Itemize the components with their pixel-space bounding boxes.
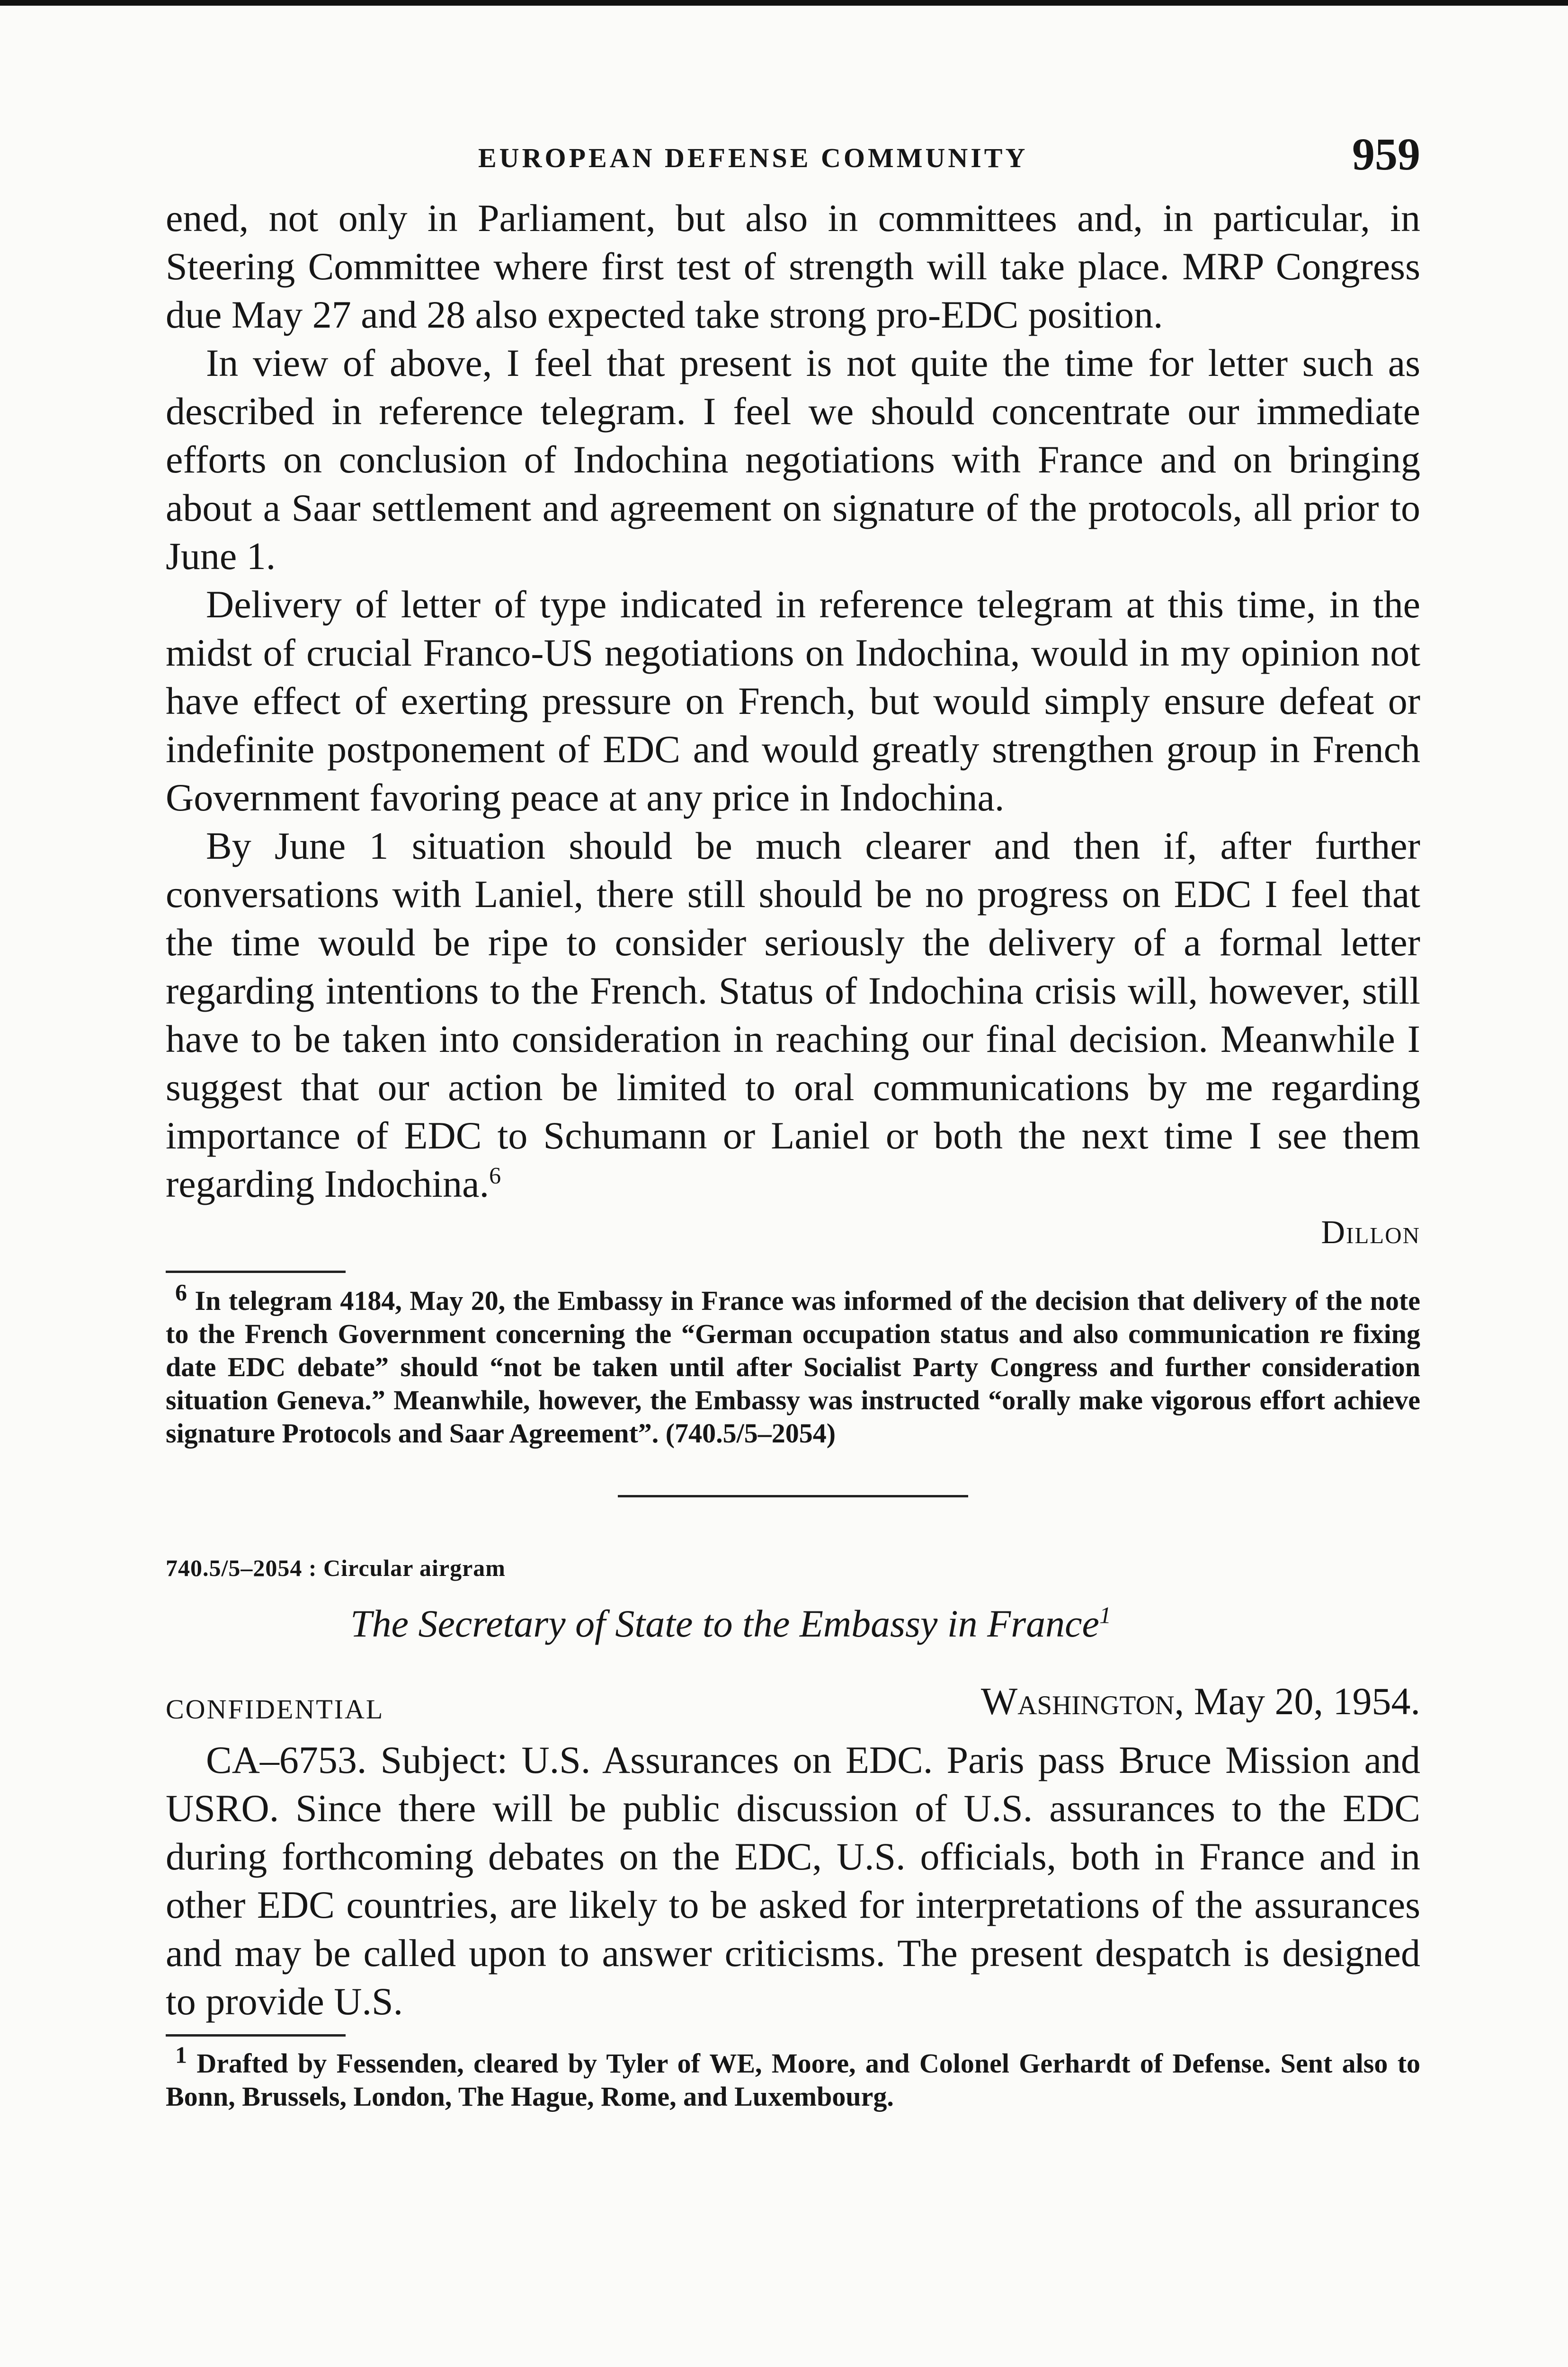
- footnote-1-text: Drafted by Fessenden, cleared by Tyler of WE, Moore, and Colonel Gerhardt of Defense. Sent also to Bonn, Brussels, London, The Hague, Rome, and Luxembourg.: [166, 2048, 1421, 2112]
- running-title: EUROPEAN DEFENSE COMMUNITY: [478, 142, 1028, 173]
- footnote-ref-6: 6: [489, 1162, 501, 1189]
- paragraph-4-text: By June 1 situation should be much clearer and then if, after further conversations with Laniel, there still should be no progress on EDC I feel that the time would be ripe to consider seriously the delivery of a formal letter regarding intentions to the French. Status of Indochina crisis will, however, still have to be taken into consideration in reaching our final decision. Meanwhile I suggest that our action be limited to oral communications by me regarding importance of EDC to Schumann or Laniel or both the next time I see them regarding Indochina.: [166, 824, 1420, 1205]
- footnote-rule-bottom: [166, 2034, 346, 2037]
- paragraph-1: ened, not only in Parliament, but also in committees and, in particular, in Steering Committee where first test of strength will take place. MRP Congress due May 27 and 28 also expected take strong pro-EDC position.: [166, 196, 1420, 336]
- footnote-6: [166, 1279, 1421, 1450]
- footnote-ref-1: 1: [1099, 1602, 1111, 1628]
- paragraph-4: [166, 822, 1420, 1208]
- signature: Dillon: [1321, 1214, 1420, 1251]
- footnote-6-text: In telegram 4184, May 20, the Embassy in France was informed of the decision that delivery of the note to the French Government concerning the “German occupation status and also communication re fixing date EDC debate” should “not be taken until after Socialist Party Congress and further consideration situation Geneva.” Meanwhile, however, the Embassy was instructed “orally make vigorous effort achieve signature Protocols and Saar Agreement”. (740.5/5–2054): [166, 1285, 1421, 1449]
- paragraph-2: In view of above, I feel that present is not quite the time for letter such as described in reference telegram. I feel we should concentrate our immediate efforts on conclusion of Indochina negotiations with France and on bringing about a Saar settlement and agreement on signature of the protocols, all prior to June 1.: [166, 341, 1420, 578]
- date: May 20, 1954.: [1194, 1680, 1420, 1723]
- paragraph-3: Delivery of letter of type indicated in reference telegram at this time, in the midst of crucial Franco-US negotiations on Indochina, would in my opinion not have effect of exerting pressure on French, but would simply ensure defeat or indefinite postponement of EDC and would greatly strengthen group in French Government favoring peace at any price in Indochina.: [166, 583, 1420, 819]
- page-number: 959: [1352, 129, 1420, 179]
- place-date: [981, 1679, 1420, 1724]
- document-page: [166, 123, 1420, 2113]
- section-divider: [618, 1495, 968, 1497]
- airgram-body: [166, 1736, 1420, 2026]
- document-title: [350, 1602, 1420, 1646]
- footnote-rule: [166, 1271, 346, 1273]
- place: Washington,: [980, 1680, 1185, 1723]
- document-id: 740.5/5–2054 : Circular airgram: [166, 1555, 506, 1581]
- airgram-paragraph: CA–6753. Subject: U.S. Assurances on EDC. Paris pass Bruce Mission and USRO. Since there will be public discussion of U.S. assurances to the EDC during forthcoming debates on the EDC, U.S. officials, both in France and in other EDC countries, are likely to be asked for interpretations of the assurances and may be called upon to answer criticisms. The present despatch is designed to provide U.S.: [166, 1738, 1420, 2023]
- classification: CONFIDENTIAL: [166, 1694, 384, 1725]
- page-header: [166, 123, 1420, 194]
- footnote-1: [166, 2041, 1421, 2113]
- scan-top-edge: [0, 0, 1568, 6]
- telegram-body: [166, 194, 1420, 1208]
- document-title-text: The Secretary of State to the Embassy in France: [350, 1602, 1099, 1645]
- footnote-6-mark: 6: [175, 1279, 187, 1306]
- footnote-1-mark: 1: [175, 2041, 187, 2068]
- classification-line: [166, 1674, 1420, 1736]
